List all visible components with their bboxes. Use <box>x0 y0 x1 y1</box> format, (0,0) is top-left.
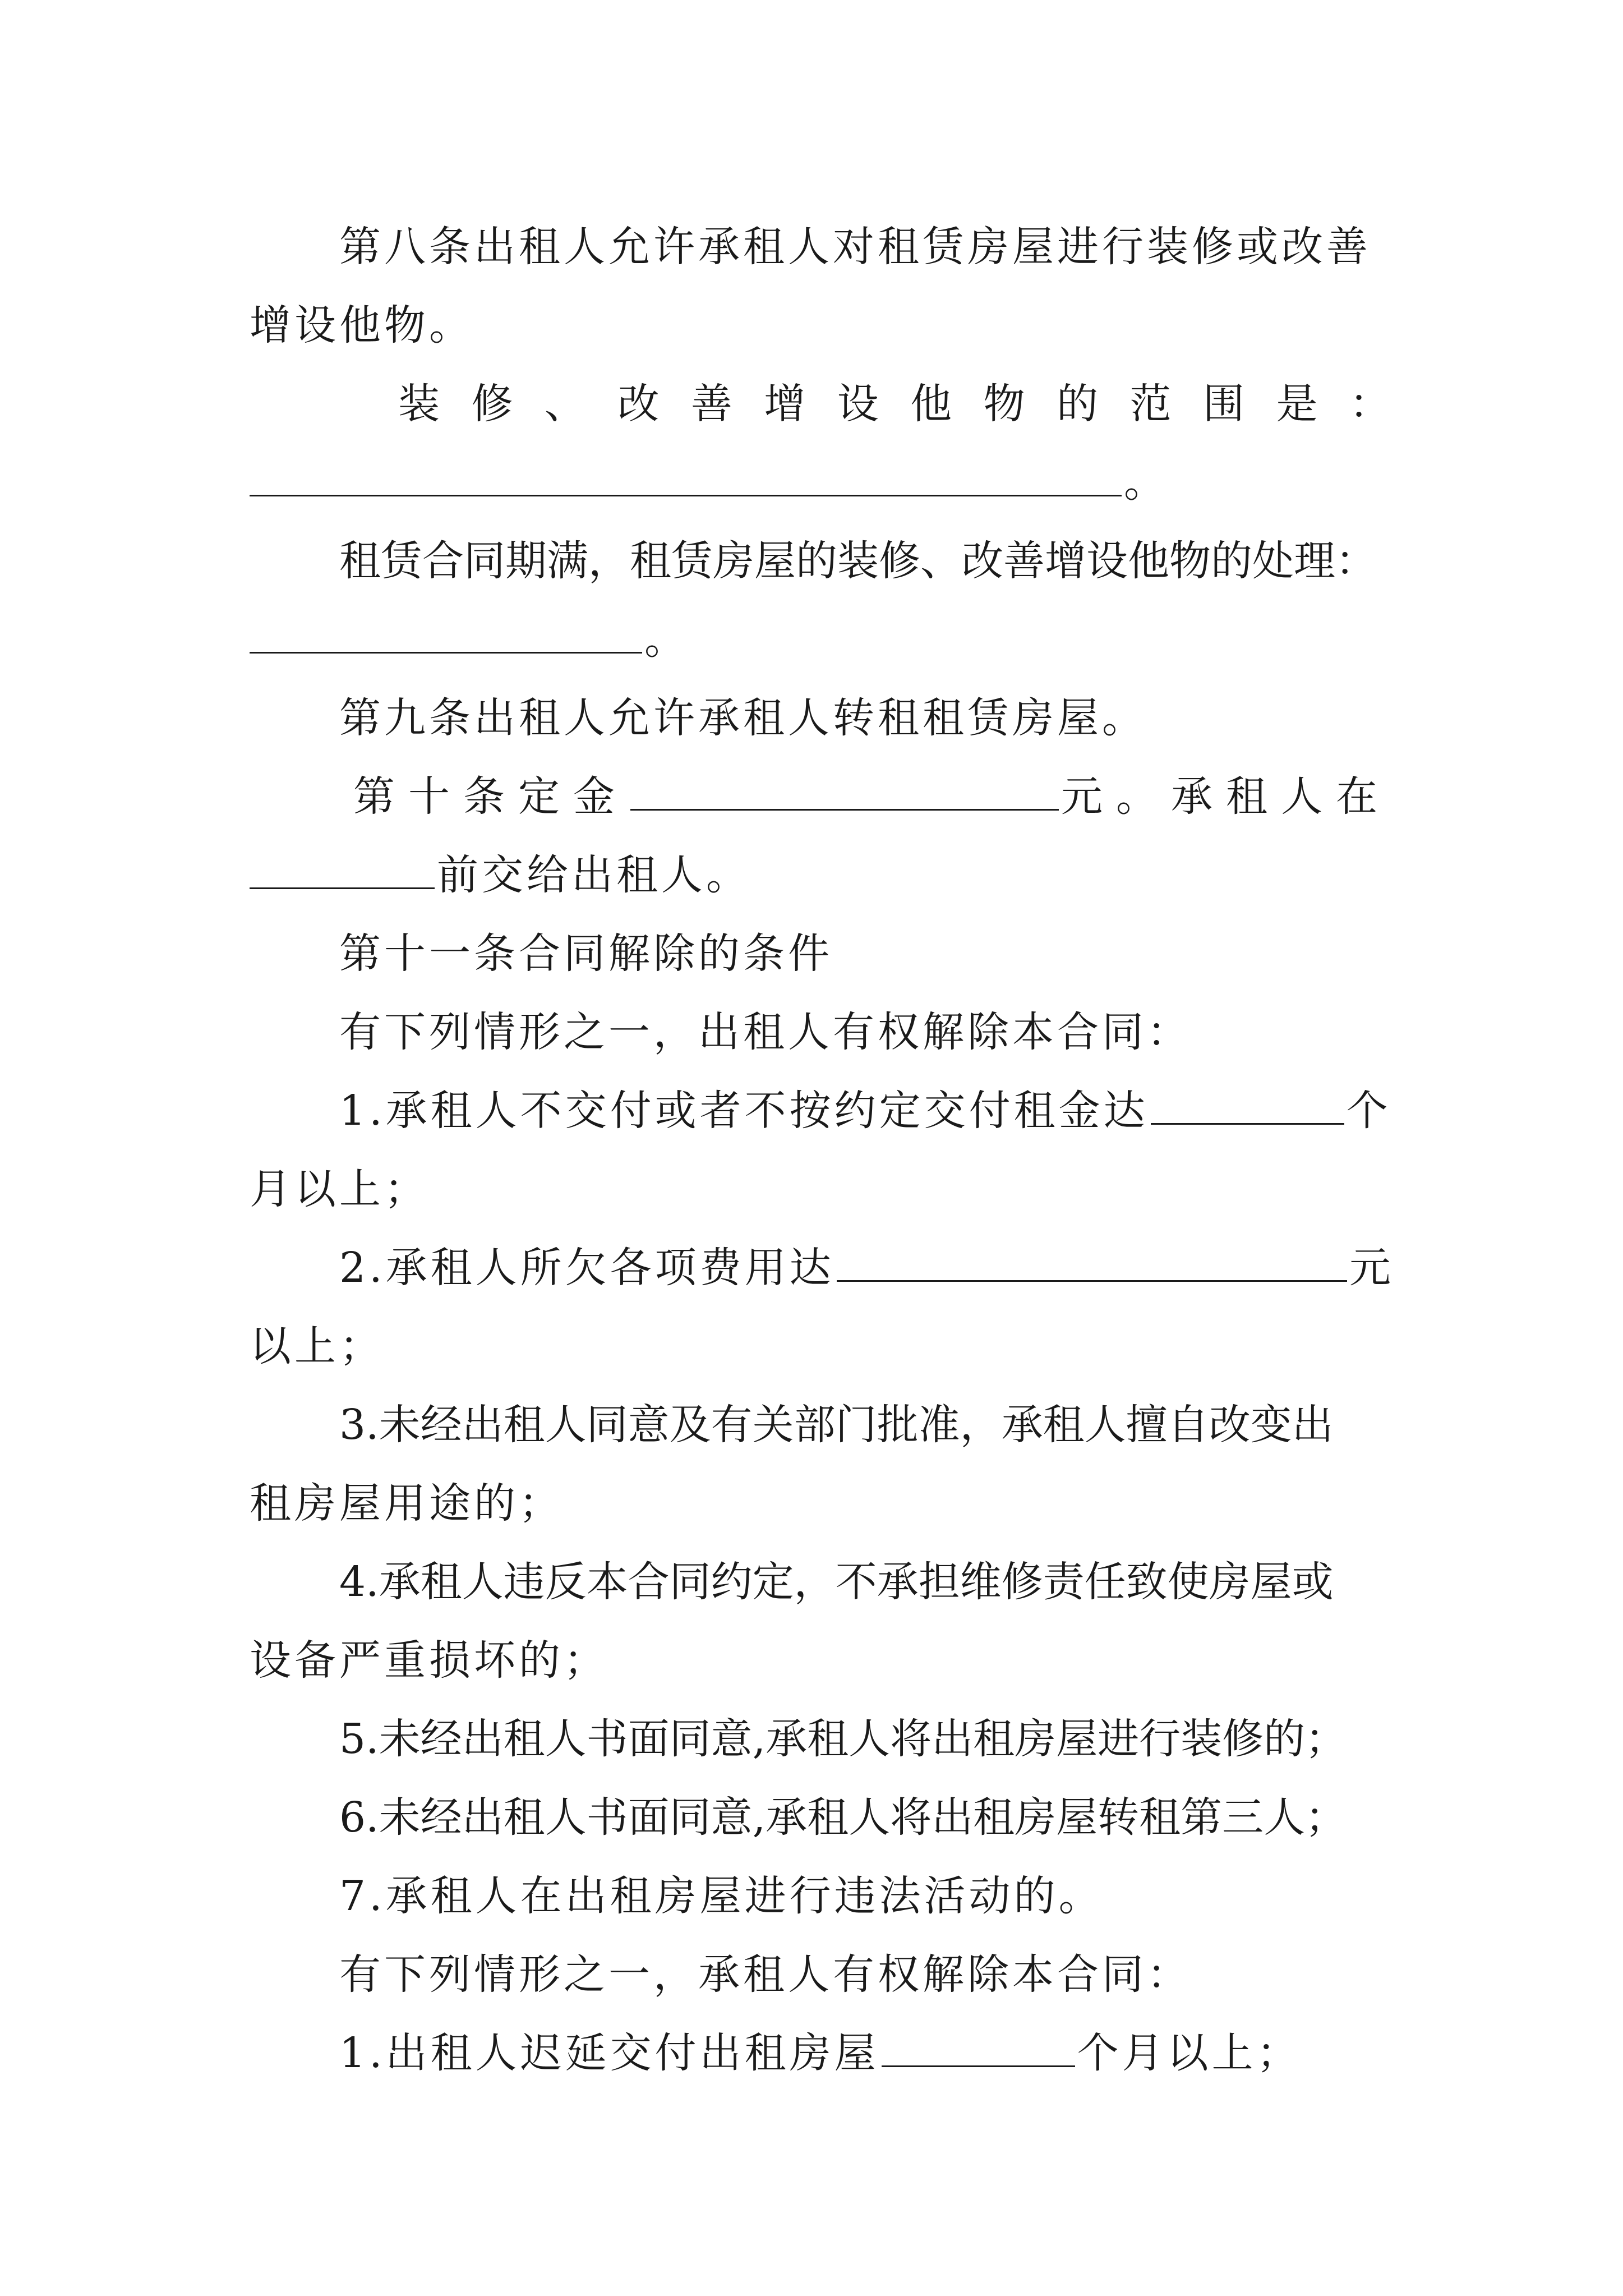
scope-char: 的 <box>1057 380 1099 428</box>
scope-char: 改 <box>617 380 660 428</box>
lessor-item-1 <box>339 1071 1391 1150</box>
item3-text: 3.未经出租人同意及有关部门批准，承租人擅自改变出 <box>339 1401 1334 1449</box>
scope-char: 他 <box>910 380 952 428</box>
art8-text-cont: 增设他物。 <box>250 301 474 349</box>
lessor-item-3-cont <box>250 1464 1391 1543</box>
scope-char: 物 <box>983 380 1025 428</box>
lessor-item-3 <box>339 1386 1391 1464</box>
expiry-handling-label <box>339 522 1391 600</box>
deposit-date-blank <box>250 853 435 889</box>
item4-text: 4.承租人违反本合同约定，不承担维修责任致使房屋或 <box>339 1558 1334 1606</box>
art8-text: 第八条出租人允许承租人对租赁房屋进行装修或改善 <box>339 223 1371 271</box>
item4-text-cont: 设备严重损坏的； <box>250 1636 608 1685</box>
item2-text-cont: 以上； <box>250 1322 384 1370</box>
art10-line1 <box>353 757 1391 836</box>
lessor-intro-text: 有下列情形之一，出租人有权解除本合同： <box>339 1008 1192 1056</box>
art9-text: 第九条出租人允许承租人转租租赁房屋。 <box>339 694 1147 742</box>
delivery-delay-months-blank <box>882 2031 1075 2067</box>
art10-text: 第十条定金 <box>353 772 628 821</box>
deposit-amount-blank <box>630 774 1059 811</box>
renovation-scope-label <box>398 365 1391 443</box>
lessor-item-4-cont <box>250 1621 1391 1700</box>
item1-text-cont: 月以上； <box>250 1165 429 1213</box>
item5-text: 5.未经出租人书面同意,承租人将出租房屋进行装修的； <box>339 1715 1347 1763</box>
art10-text-cont: 元。承租人在 <box>1061 772 1391 821</box>
scope-blank <box>250 460 1122 496</box>
item1-unit: 个 <box>1346 1087 1388 1135</box>
item2-unit: 元 <box>1349 1244 1391 1292</box>
art10-line2 <box>250 836 1391 914</box>
scope-char: 修 <box>471 380 513 428</box>
scope-char: 善 <box>690 380 732 428</box>
expiry-text: 租赁合同期满，租赁房屋的装修、改善增设他物的处理： <box>339 537 1377 585</box>
lessor-termination-intro <box>339 993 1391 1071</box>
scope-char: 范 <box>1129 380 1172 428</box>
art8-line1 <box>339 208 1391 286</box>
art11-text: 第十一条合同解除的条件 <box>339 930 833 978</box>
lessee-termination-intro <box>339 1935 1391 2014</box>
lessor-item-7 <box>339 1857 1391 1935</box>
lessor-item-1-cont <box>250 1150 1391 1228</box>
item6-text: 6.未经出租人书面同意,承租人将出租房屋转租第三人； <box>339 1793 1347 1842</box>
expiry-handling-blank-line <box>250 600 1391 679</box>
art9-line <box>339 679 1391 757</box>
item7-text: 7.承租人在出租房屋进行违法活动的。 <box>339 1872 1104 1920</box>
scope-char: 装 <box>398 380 440 428</box>
lessee-intro-text: 有下列情形之一，承租人有权解除本合同： <box>339 1950 1192 1999</box>
scope-char: 增 <box>764 380 806 428</box>
art8-line2 <box>250 286 1391 365</box>
scope-char: 、 <box>544 380 586 428</box>
item3-text-cont: 租房屋用途的； <box>250 1479 564 1527</box>
item2-text: 2.承租人所欠各项费用达 <box>339 1244 834 1292</box>
art11-heading <box>339 914 1391 993</box>
lessor-item-5 <box>339 1700 1391 1778</box>
lessee-item-1 <box>339 2014 1391 2092</box>
lessor-item-2 <box>339 1228 1391 1307</box>
lessee-item1-text: 1.出租人迟延交付出租房屋 <box>339 2029 879 2077</box>
scope-char: ： <box>1349 380 1391 428</box>
renovation-scope-blank-line <box>250 443 1391 522</box>
lessor-item-2-cont <box>250 1307 1391 1386</box>
item1-text: 1.承租人不交付或者不按约定交付租金达 <box>339 1087 1149 1135</box>
lessee-item1-text-end: 个月以上； <box>1077 2029 1302 2077</box>
fees-amount-blank <box>837 1245 1347 1282</box>
scope-char: 是 <box>1276 380 1318 428</box>
lessor-item-4 <box>339 1543 1391 1621</box>
expiry-blank <box>250 617 642 654</box>
scope-char: 设 <box>837 380 879 428</box>
rent-months-blank <box>1151 1088 1344 1125</box>
lessor-item-6 <box>339 1778 1391 1857</box>
art10-text-end: 前交给出租人。 <box>437 851 751 899</box>
period: 。 <box>644 615 686 664</box>
period: 。 <box>1124 458 1165 507</box>
scope-char: 围 <box>1202 380 1244 428</box>
